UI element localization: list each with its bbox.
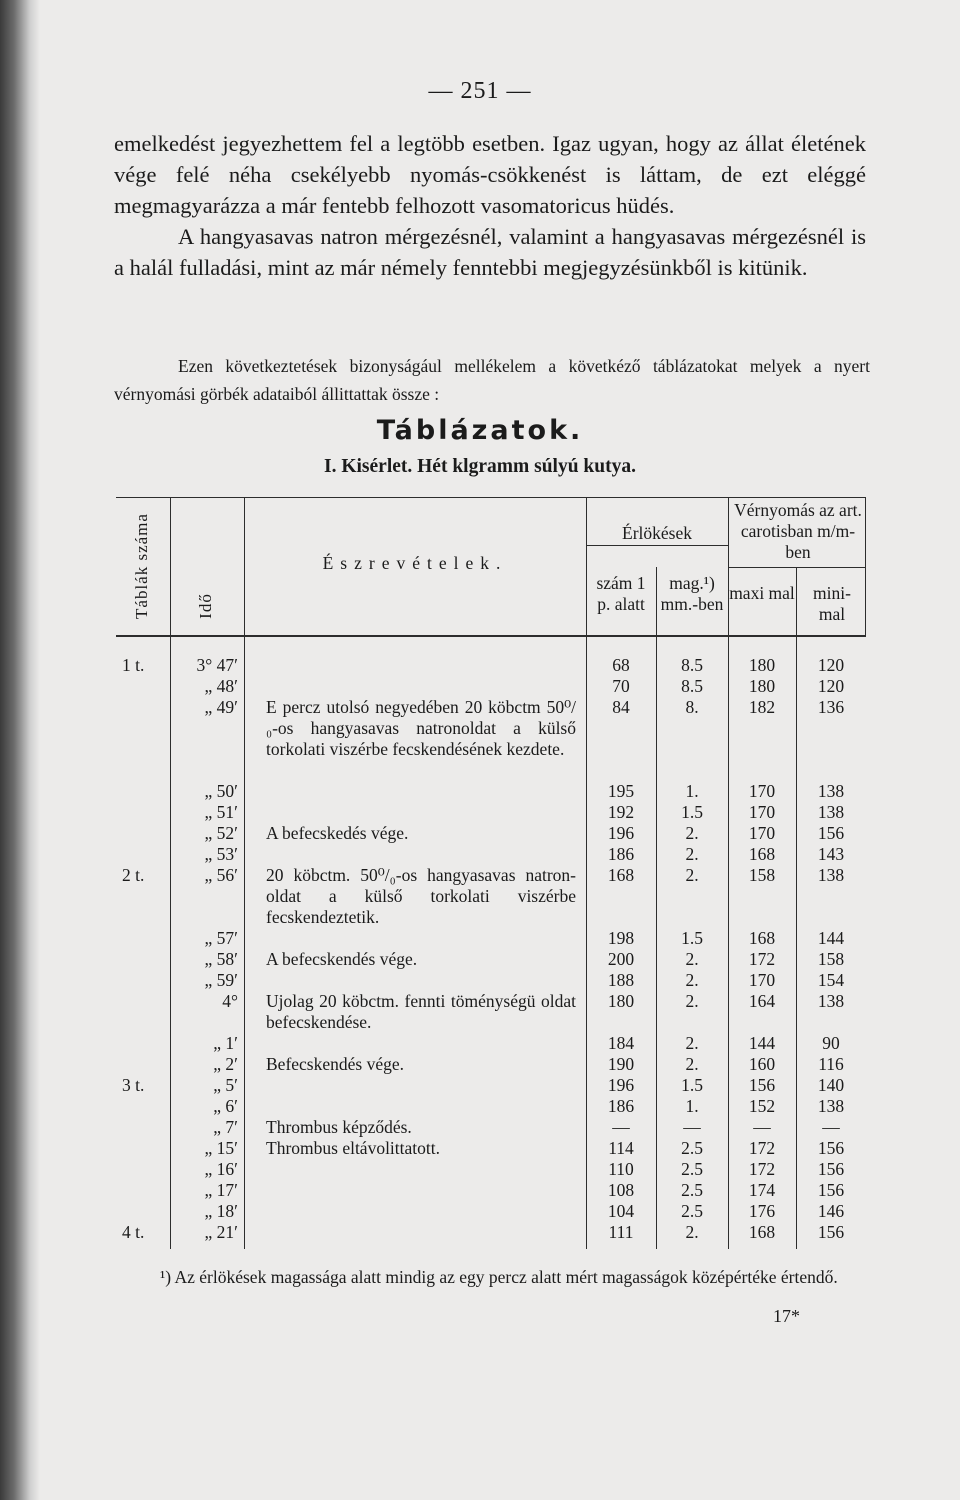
- time-cell: „ 7′: [213, 1117, 238, 1137]
- time-cell: „ 53′: [204, 844, 238, 864]
- time-cell: 3° 47′: [196, 655, 238, 675]
- pulse-height-cell: 2.: [685, 1033, 699, 1053]
- maximal-cell: 170: [748, 823, 776, 843]
- time-cell: „ 6′: [213, 1096, 238, 1116]
- pulse-count-cell: 104: [607, 1201, 635, 1221]
- pulse-height-cell: 2.: [685, 949, 699, 969]
- time-cell: „ 18′: [204, 1201, 238, 1221]
- pulse-height-cell: 2.5: [681, 1138, 703, 1158]
- minimal-cell: 136: [817, 697, 845, 717]
- pulse-count-cell: 84: [612, 697, 630, 717]
- minimal-cell: 138: [817, 1096, 845, 1116]
- maximal-cell: 168: [748, 844, 776, 864]
- pulse-count-cell: 190: [607, 1054, 635, 1074]
- pulse-count-cell: 70: [612, 676, 630, 696]
- pulse-count-cell: 111: [608, 1222, 634, 1242]
- minimal-cell: 156: [817, 1138, 845, 1158]
- observation-cell: Thrombus képződés.: [266, 1117, 412, 1137]
- pulse-height-cell: 1.5: [681, 1075, 703, 1095]
- data-table: [116, 497, 866, 1249]
- pulse-height-cell: 1.5: [681, 928, 703, 948]
- maximal-cell: —: [753, 1117, 771, 1137]
- minimal-cell: 120: [817, 676, 845, 696]
- pulse-count-cell: 196: [607, 1075, 635, 1095]
- footnote: [114, 1266, 866, 1288]
- minimal-cell: 156: [817, 1159, 845, 1179]
- pulse-count-cell: 110: [608, 1159, 634, 1179]
- pulse-group-rule: [586, 545, 728, 546]
- body-text: [114, 128, 866, 283]
- pulse-count-cell: 200: [607, 949, 635, 969]
- tables-heading: Táblázatok.: [376, 415, 584, 446]
- col-rule-3: [586, 497, 587, 1249]
- observation-cell: E percz utolsó negyedében 20 köbctm 50⁰/₀-os hangyasavas natronoldat a külső torkolati viszérbe fecskendésének kezdete.: [266, 697, 576, 759]
- page-number: — 251 —: [428, 78, 532, 104]
- time-cell: „ 17′: [204, 1180, 238, 1200]
- minimal-cell: 158: [817, 949, 845, 969]
- observation-cell: 20 köbctm. 50⁰/₀-os hangyasavas natron-oldat a külső torkolati viszérbe fecskendeztetik.: [266, 865, 576, 927]
- pulse-height-cell: 2.: [685, 1222, 699, 1242]
- maximal-cell: 174: [748, 1180, 776, 1200]
- paragraph-1: emelkedést jegyezhettem fel a legtöbb esetben. Igaz ugyan, hogy az állat életének vége felé néha csekélyebb nyomás-csökkenést is láttam, de ezt eléggé megmagyarázza a már fentebb felhozott vasomatoricus hüdés.: [114, 131, 866, 218]
- pulse-count-cell: 192: [607, 802, 635, 822]
- pressure-group-rule: [728, 567, 866, 568]
- header-observations: Észrevételek.: [322, 553, 508, 573]
- time-cell: „ 58′: [204, 949, 238, 969]
- time-cell: „ 56′: [204, 865, 238, 885]
- signature-mark: 17*: [773, 1306, 800, 1326]
- maximal-cell: 182: [748, 697, 776, 717]
- minimal-cell: 138: [817, 991, 845, 1011]
- maximal-cell: 156: [748, 1075, 776, 1095]
- observation-cell: Befecskendés vége.: [266, 1054, 404, 1074]
- pulse-height-cell: 1.5: [681, 802, 703, 822]
- pulse-count-cell: 114: [608, 1138, 634, 1158]
- time-cell: „ 16′: [204, 1159, 238, 1179]
- observation-cell: Thrombus eltávolittatott.: [266, 1138, 441, 1158]
- header-maximal: maxi mal: [729, 583, 795, 603]
- minimal-cell: 138: [817, 865, 845, 885]
- time-cell: „ 48′: [204, 676, 238, 696]
- maximal-cell: 176: [748, 1201, 776, 1221]
- minimal-cell: 143: [817, 844, 845, 864]
- pulse-count-cell: 108: [607, 1180, 635, 1200]
- header-minimal: mini- mal: [813, 583, 851, 624]
- table-no-cell: 3 t.: [122, 1075, 145, 1095]
- maximal-cell: 152: [748, 1096, 776, 1116]
- time-cell: „ 1′: [213, 1033, 238, 1053]
- pulse-height-cell: 2.: [685, 970, 699, 990]
- col-rule-4: [656, 567, 657, 1249]
- header-pulses: Érlökések: [622, 523, 692, 543]
- maximal-cell: 180: [748, 676, 776, 696]
- minimal-cell: 156: [817, 1180, 845, 1200]
- pulse-count-cell: 198: [607, 928, 635, 948]
- minimal-cell: 156: [817, 823, 845, 843]
- pulse-height-cell: 2.5: [681, 1180, 703, 1200]
- table-no-cell: 2 t.: [122, 865, 145, 885]
- pulse-height-cell: —: [683, 1117, 701, 1137]
- maximal-cell: 172: [748, 949, 776, 969]
- pulse-height-cell: 2.5: [681, 1201, 703, 1221]
- header-pulse-height: mag.¹) mm.-ben: [660, 573, 724, 614]
- table-header-rule: [116, 635, 866, 637]
- minimal-cell: 144: [817, 928, 845, 948]
- minimal-cell: 90: [822, 1033, 840, 1053]
- minimal-cell: 140: [817, 1075, 845, 1095]
- pulse-height-cell: 8.5: [681, 676, 703, 696]
- experiment-subheading: I. Kisérlet. Hét klgramm súlyú kutya.: [324, 456, 636, 477]
- minimal-cell: 120: [817, 655, 845, 675]
- header-pressure: Vérnyomás az art. carotisban m/m-ben: [734, 500, 862, 562]
- maximal-cell: 170: [748, 781, 776, 801]
- maximal-cell: 164: [748, 991, 776, 1011]
- minimal-cell: 138: [817, 781, 845, 801]
- observation-cell: A befecskendés vége.: [266, 949, 418, 969]
- maximal-cell: 172: [748, 1159, 776, 1179]
- time-cell: „ 15′: [204, 1138, 238, 1158]
- time-cell: „ 21′: [204, 1222, 238, 1242]
- pulse-height-cell: 2.: [685, 1054, 699, 1074]
- pulse-height-cell: 2.: [685, 991, 699, 1011]
- pulse-count-cell: 180: [607, 991, 635, 1011]
- minimal-cell: 146: [817, 1201, 845, 1221]
- time-cell: „ 49′: [204, 697, 238, 717]
- time-cell: 4°: [222, 991, 238, 1011]
- footnote-text: ¹) Az érlökések magassága alatt mindig az egy percz alatt mért magasságok középértéke értendő.: [160, 1267, 838, 1287]
- table-top-rule: [116, 497, 866, 498]
- time-cell: „ 57′: [204, 928, 238, 948]
- time-cell: „ 5′: [213, 1075, 238, 1095]
- header-pulse-count: szám 1 p. alatt: [596, 573, 646, 614]
- maximal-cell: 144: [748, 1033, 776, 1053]
- pulse-height-cell: 2.5: [681, 1159, 703, 1179]
- minimal-cell: 154: [817, 970, 845, 990]
- pulse-count-cell: —: [612, 1117, 630, 1137]
- time-cell: „ 52′: [204, 823, 238, 843]
- pulse-height-cell: 2.: [685, 823, 699, 843]
- maximal-cell: 170: [748, 970, 776, 990]
- time-cell: „ 51′: [204, 802, 238, 822]
- time-cell: „ 50′: [204, 781, 238, 801]
- minimal-cell: 138: [817, 802, 845, 822]
- minimal-cell: 116: [818, 1054, 844, 1074]
- pulse-count-cell: 186: [607, 1096, 635, 1116]
- intro-text: [114, 352, 870, 408]
- maximal-cell: 160: [748, 1054, 776, 1074]
- pulse-count-cell: 68: [612, 655, 630, 675]
- maximal-cell: 170: [748, 802, 776, 822]
- time-cell: „ 2′: [213, 1054, 238, 1074]
- page-binding-edge: [0, 0, 40, 1500]
- pulse-height-cell: 8.: [685, 697, 699, 717]
- pulse-count-cell: 168: [607, 865, 635, 885]
- header-time: Idő: [196, 593, 215, 619]
- pulse-count-cell: 195: [607, 781, 635, 801]
- pulse-count-cell: 186: [607, 844, 635, 864]
- observation-cell: A befecskedés vége.: [266, 823, 409, 843]
- maximal-cell: 158: [748, 865, 776, 885]
- maximal-cell: 168: [748, 928, 776, 948]
- observation-cell: Ujolag 20 köbctm. fennti töménységü oldat befecskendése.: [266, 991, 576, 1032]
- minimal-cell: 156: [817, 1222, 845, 1242]
- pulse-height-cell: 2.: [685, 865, 699, 885]
- pulse-height-cell: 2.: [685, 844, 699, 864]
- maximal-cell: 168: [748, 1222, 776, 1242]
- pulse-height-cell: 8.5: [681, 655, 703, 675]
- header-table-no: Táblák száma: [132, 513, 151, 619]
- maximal-cell: 180: [748, 655, 776, 675]
- pulse-height-cell: 1.: [685, 781, 699, 801]
- pulse-height-cell: 1.: [685, 1096, 699, 1116]
- table-no-cell: 4 t.: [122, 1222, 145, 1242]
- time-cell: „ 59′: [204, 970, 238, 990]
- paragraph-2: A hangyasavas natron mérgezésnél, valamint a hangyasavas mérgezésnél is a halál fulladási, mint az már némely fenntebbi megjegyzésünkből is kitünik.: [114, 224, 866, 280]
- maximal-cell: 172: [748, 1138, 776, 1158]
- col-rule-2: [244, 497, 245, 1249]
- table-no-cell: 1 t.: [122, 655, 145, 675]
- col-rule-1: [170, 497, 171, 1249]
- minimal-cell: —: [822, 1117, 840, 1137]
- pulse-count-cell: 196: [607, 823, 635, 843]
- pulse-count-cell: 188: [607, 970, 635, 990]
- pulse-count-cell: 184: [607, 1033, 635, 1053]
- paragraph-3: Ezen következtetések bizonyságául mellékelem a követkéző táblázatokat melyek a nyert vérnyomási görbék adataiból állittattak össze :: [114, 356, 870, 404]
